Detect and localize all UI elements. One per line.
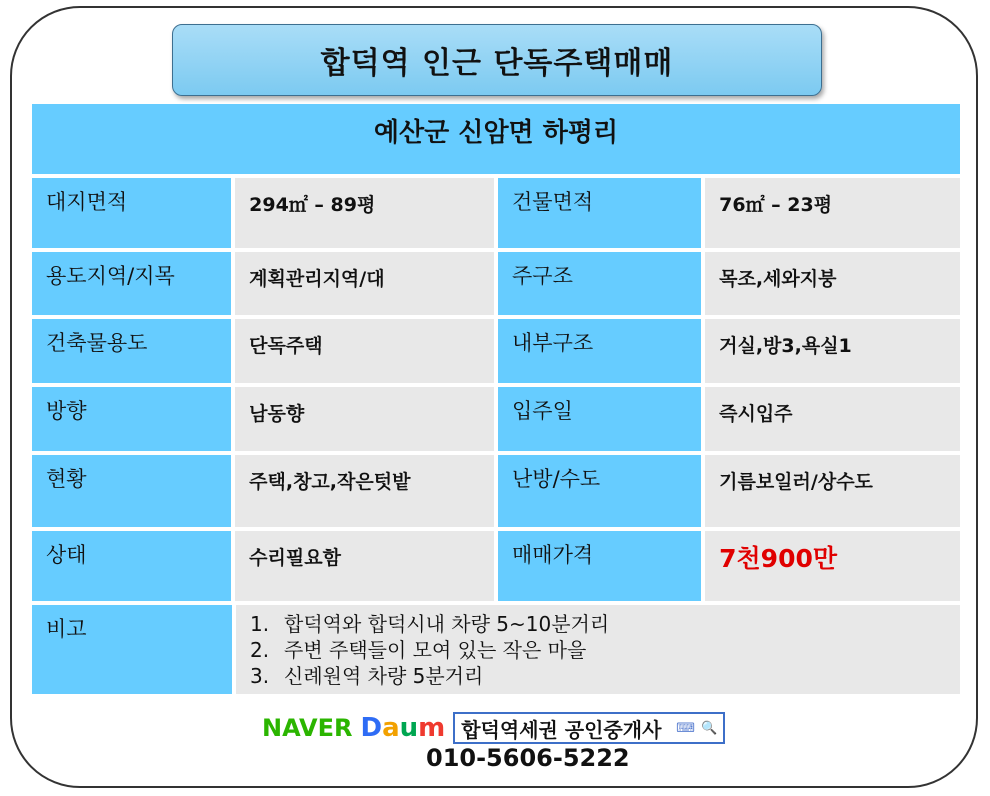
row-value: 수리필요함 <box>235 531 494 601</box>
row-value: 294㎡ – 89평 <box>235 178 494 248</box>
footer-brand <box>262 710 725 746</box>
notes-list <box>236 605 960 694</box>
list-item: 3. 신례원역 차량 5분거리 <box>250 664 484 688</box>
search-icon[interactable]: 🔍 <box>701 720 718 736</box>
row-label: 용도지역/지목 <box>32 252 231 315</box>
row-value: 계획관리지역/대 <box>235 252 494 315</box>
row-label: 건축물용도 <box>32 319 231 383</box>
row-value: 거실,방3,욕실1 <box>705 319 960 383</box>
table-row <box>32 531 960 601</box>
naver-logo: NAVER <box>262 714 353 742</box>
row-label: 건물면적 <box>498 178 701 248</box>
notes-row <box>32 605 960 694</box>
search-query: 합덕역세권 공인중개사 <box>461 717 662 742</box>
row-value: 주택,창고,작은텃밭 <box>235 455 494 527</box>
row-value: 남동향 <box>235 387 494 451</box>
location-header: 예산군 신암면 하평리 <box>32 104 960 174</box>
row-label: 상태 <box>32 531 231 601</box>
table-row <box>32 455 960 527</box>
row-value: 단독주택 <box>235 319 494 383</box>
row-label: 내부구조 <box>498 319 701 383</box>
row-label: 방향 <box>32 387 231 451</box>
table-row <box>32 178 960 248</box>
row-value: 76㎡ – 23평 <box>705 178 960 248</box>
row-label: 입주일 <box>498 387 701 451</box>
table-row <box>32 387 960 451</box>
row-label: 매매가격 <box>498 531 701 601</box>
table-row <box>32 252 960 315</box>
search-input[interactable] <box>453 712 725 744</box>
page-title: 합덕역 인근 단독주택매매 <box>172 24 822 96</box>
row-value: 즉시입주 <box>705 387 960 451</box>
row-label: 대지면적 <box>32 178 231 248</box>
keyboard-icon: ⌨ <box>676 720 696 736</box>
daum-logo: Daum <box>360 713 446 743</box>
row-label: 현황 <box>32 455 231 527</box>
row-label: 주구조 <box>498 252 701 315</box>
notes-label: 비고 <box>32 605 232 694</box>
listing-table <box>32 104 960 698</box>
row-value: 목조,세와지붕 <box>705 252 960 315</box>
list-item: 1. 합덕역와 합덕시내 차량 5~10분거리 <box>250 612 610 636</box>
price-value: 7천900만 <box>705 531 960 601</box>
list-item: 2. 주변 주택들이 모여 있는 작은 마을 <box>250 638 587 662</box>
row-value: 기름보일러/상수도 <box>705 455 960 527</box>
table-row <box>32 319 960 383</box>
phone-number: 010-5606-5222 <box>426 744 630 772</box>
row-label: 난방/수도 <box>498 455 701 527</box>
